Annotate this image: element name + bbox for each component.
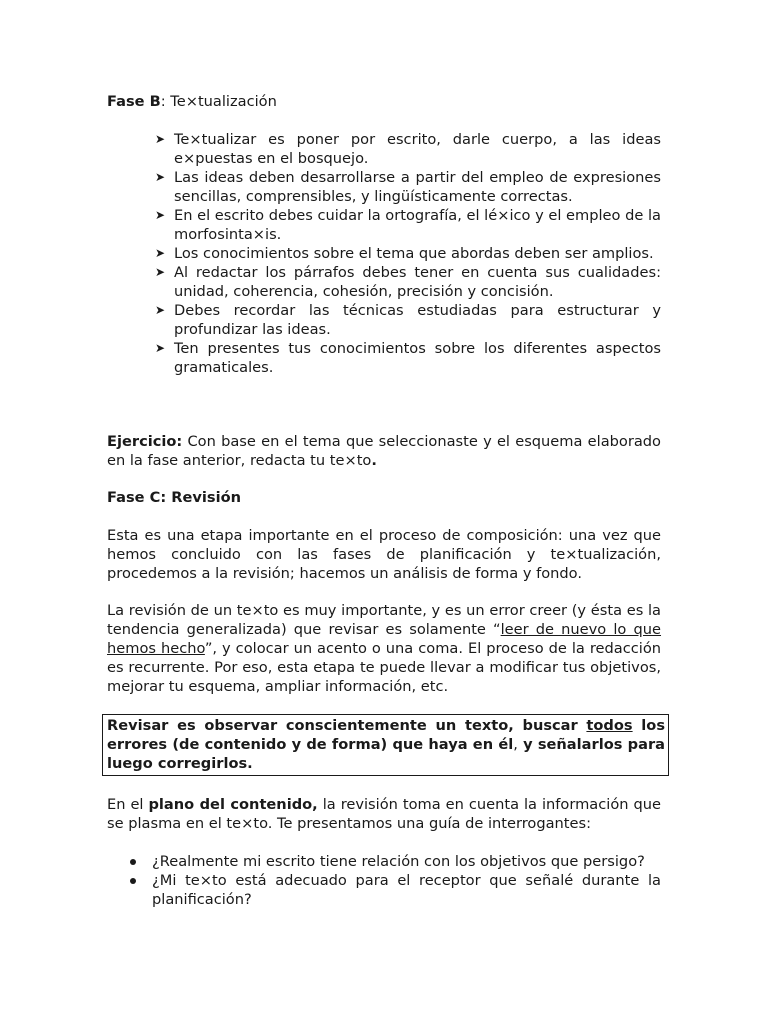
fase-b-list-item xyxy=(107,263,661,301)
fase-b-list-item-text: Ten presentes tus conocimientos sobre los diferentes aspectos gramaticales. xyxy=(174,340,661,376)
fase-b-list-item-text: En el escrito debes cuidar la ortografía, el lé×ico y el empleo de la morfosinta×is. xyxy=(174,207,661,243)
para2-after: ”, y colocar un acento o una coma. El proceso de la redacción es recurrente. Por eso, esta etapa te puede llevar a modificar tus objetivos, mejorar tu esquema, ampliar información, etc. xyxy=(107,640,661,695)
bullet-dot-icon xyxy=(130,859,136,865)
arrow-bullet-icon: ➤ xyxy=(154,246,166,260)
fase-b-list-item xyxy=(107,244,661,263)
ejercicio-end: . xyxy=(371,452,377,469)
contenido-paragraph xyxy=(107,795,661,833)
arrow-bullet-icon: ➤ xyxy=(154,208,166,222)
fase-b-list-item-text: Debes recordar las técnicas estudiadas para estructurar y profundizar las ideas. xyxy=(174,302,661,338)
question-list-item xyxy=(107,871,661,909)
ejercicio-label: Ejercicio: xyxy=(107,433,183,450)
box-underlined: todos xyxy=(586,717,633,734)
fase-b-list-item xyxy=(107,339,661,377)
fase-b-heading xyxy=(107,92,661,111)
ejercicio-paragraph xyxy=(107,432,661,470)
fase-b-list-item xyxy=(107,301,661,339)
questions-list xyxy=(107,852,661,909)
bullet-dot-icon xyxy=(130,878,136,884)
fase-c-heading xyxy=(107,488,661,507)
arrow-bullet-icon: ➤ xyxy=(154,170,166,184)
question-list-item xyxy=(107,852,661,871)
fase-b-list-item-text: Las ideas deben desarrollarse a partir del empleo de expresiones sencillas, comprensibles, y lingüísticamente correctas. xyxy=(174,169,661,205)
arrow-bullet-icon: ➤ xyxy=(154,132,166,146)
fase-b-list-item-text: Te×tualizar es poner por escrito, darle cuerpo, a las ideas e×puestas en el bosquejo. xyxy=(174,131,661,167)
fase-b-list-item xyxy=(107,168,661,206)
question-text: ¿Realmente mi escrito tiene relación con los objetivos que persigo? xyxy=(152,853,645,870)
ejercicio-text: Con base en el tema que seleccionaste y el esquema elaborado en la fase anterior, redacta tu te×to xyxy=(107,433,661,469)
para3-bold: plano del contenido, xyxy=(148,796,318,813)
para3-before: En el xyxy=(107,796,149,813)
fase-b-list-item xyxy=(107,130,661,168)
arrow-bullet-icon: ➤ xyxy=(154,341,166,355)
box-before: Revisar es observar conscientemente un texto, buscar xyxy=(107,717,587,734)
arrow-bullet-icon: ➤ xyxy=(154,303,166,317)
definition-box xyxy=(102,714,669,776)
para3-after: la revisión toma en cuenta la información que se plasma en el te×to. Te presentamos una guía de interrogantes: xyxy=(107,796,661,832)
fase-b-title: : Te×tualización xyxy=(160,93,277,110)
fase-b-list-item-text: Los conocimientos sobre el tema que abordas deben ser amplios. xyxy=(174,245,654,262)
box-comma: , xyxy=(513,736,518,753)
fase-b-label: Fase B xyxy=(107,93,161,110)
fase-c-title: Fase C: Revisión xyxy=(107,489,242,506)
arrow-bullet-icon: ➤ xyxy=(154,265,166,279)
revision-importance-paragraph xyxy=(107,601,661,696)
fase-b-list xyxy=(107,130,661,377)
para2-before: La revisión de un te×to es muy importante, y es un error creer (y ésta es la tendencia generalizada) que revisar es solamente “ xyxy=(107,602,661,638)
question-text: ¿Mi te×to está adecuado para el receptor que señalé durante la planificación? xyxy=(152,872,661,908)
fase-b-list-item xyxy=(107,206,661,244)
para2-underlined: leer de nuevo lo que hemos hecho xyxy=(107,621,662,657)
box-end: y señalarlos para luego corregirlos. xyxy=(107,736,665,772)
fase-b-list-item-text: Al redactar los párrafos debes tener en cuenta sus cualidades: unidad, coherencia, cohesión, precisión y concisión. xyxy=(174,264,661,300)
revision-intro-paragraph: Esta es una etapa importante en el proceso de composición: una vez que hemos concluido con las fases de planificación y te×tualización, procedemos a la revisión; hacemos un análisis de forma y fondo. xyxy=(107,527,661,582)
box-after: los errores (de contenido y de forma) que haya en él xyxy=(107,717,666,753)
